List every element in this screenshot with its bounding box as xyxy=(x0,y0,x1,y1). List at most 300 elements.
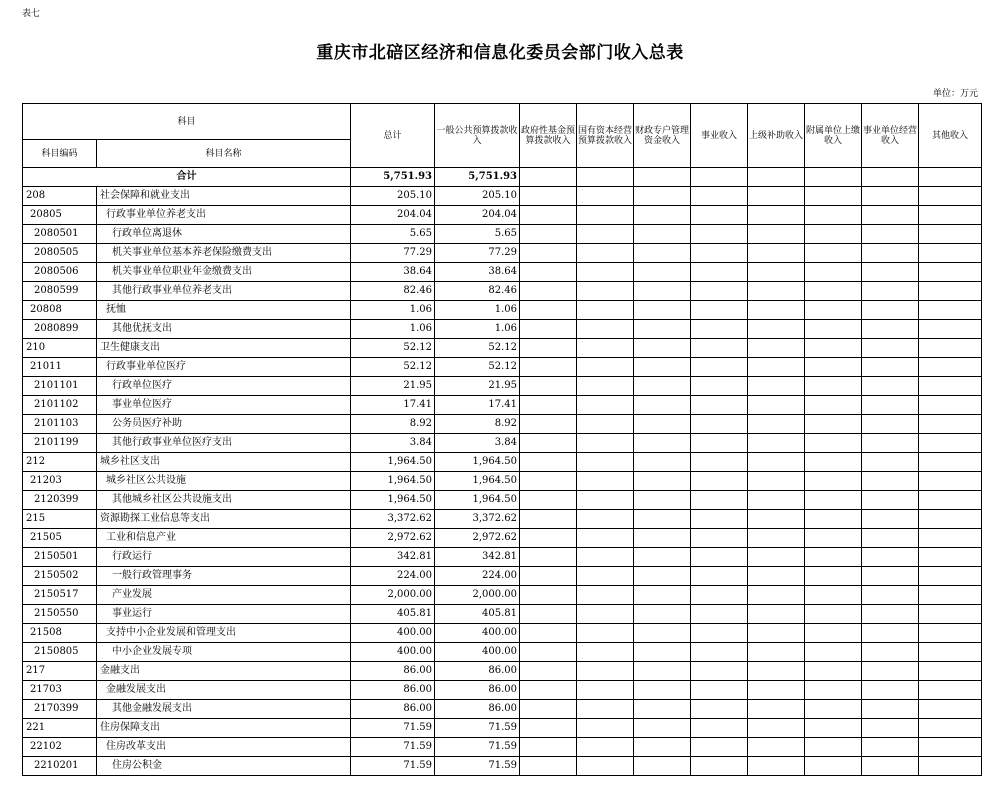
empty-cell xyxy=(577,225,634,244)
subject-code: 21703 xyxy=(23,681,97,700)
empty-cell xyxy=(919,681,982,700)
empty-cell xyxy=(577,757,634,776)
subject-name: 城乡社区支出 xyxy=(97,453,351,472)
empty-cell xyxy=(577,491,634,510)
empty-cell xyxy=(577,529,634,548)
empty-cell xyxy=(919,624,982,643)
table-row xyxy=(23,681,982,700)
empty-cell xyxy=(520,529,577,548)
subject-name: 中小企业发展专项 xyxy=(97,643,351,662)
general-budget-value: 17.41 xyxy=(435,396,520,415)
total-value: 1,964.50 xyxy=(351,491,435,510)
subject-code: 20805 xyxy=(23,206,97,225)
general-budget-value: 2,972.62 xyxy=(435,529,520,548)
empty-cell xyxy=(520,662,577,681)
empty-cell xyxy=(919,301,982,320)
empty-cell xyxy=(634,453,691,472)
empty-cell xyxy=(634,187,691,206)
empty-cell xyxy=(805,643,862,662)
empty-cell xyxy=(919,358,982,377)
empty-cell xyxy=(691,643,748,662)
empty-cell xyxy=(748,662,805,681)
empty-cell xyxy=(634,244,691,263)
empty-cell xyxy=(520,263,577,282)
subject-code: 2150550 xyxy=(23,605,97,624)
empty-cell xyxy=(634,206,691,225)
table-row xyxy=(23,320,982,339)
empty-cell xyxy=(805,567,862,586)
subject-name: 金融支出 xyxy=(97,662,351,681)
total-value: 1,964.50 xyxy=(351,472,435,491)
general-budget-value: 86.00 xyxy=(435,700,520,719)
empty-cell xyxy=(919,453,982,472)
empty-cell xyxy=(919,510,982,529)
subject-name: 住房公积金 xyxy=(97,757,351,776)
empty-cell xyxy=(805,206,862,225)
general-budget-value: 1,964.50 xyxy=(435,491,520,510)
total-value: 82.46 xyxy=(351,282,435,301)
header-business-income: 事业收入 xyxy=(691,104,748,168)
table-row xyxy=(23,434,982,453)
empty-cell xyxy=(691,263,748,282)
empty-cell xyxy=(691,738,748,757)
general-budget-value: 224.00 xyxy=(435,567,520,586)
empty-cell xyxy=(748,187,805,206)
subject-code: 2150501 xyxy=(23,548,97,567)
empty-cell xyxy=(862,567,919,586)
empty-cell xyxy=(691,548,748,567)
subject-code: 2101199 xyxy=(23,434,97,453)
empty-cell xyxy=(805,662,862,681)
empty-cell xyxy=(691,301,748,320)
empty-cell xyxy=(748,263,805,282)
subject-name: 公务员医疗补助 xyxy=(97,415,351,434)
table-row xyxy=(23,510,982,529)
subject-code: 2120399 xyxy=(23,491,97,510)
table-row xyxy=(23,263,982,282)
empty-cell xyxy=(634,662,691,681)
empty-cell xyxy=(520,168,577,187)
empty-cell xyxy=(634,377,691,396)
total-value: 52.12 xyxy=(351,339,435,358)
empty-cell xyxy=(691,339,748,358)
empty-cell xyxy=(691,567,748,586)
table-row xyxy=(23,301,982,320)
subject-code: 2080899 xyxy=(23,320,97,339)
total-value: 1,964.50 xyxy=(351,453,435,472)
empty-cell xyxy=(748,225,805,244)
empty-cell xyxy=(862,282,919,301)
empty-cell xyxy=(634,339,691,358)
empty-cell xyxy=(634,510,691,529)
subject-name: 行政事业单位医疗 xyxy=(97,358,351,377)
empty-cell xyxy=(862,719,919,738)
subject-code: 2080505 xyxy=(23,244,97,263)
header-subject-name: 科目名称 xyxy=(97,140,351,168)
subject-code: 21011 xyxy=(23,358,97,377)
empty-cell xyxy=(862,700,919,719)
general-budget-value: 1.06 xyxy=(435,320,520,339)
total-value: 71.59 xyxy=(351,738,435,757)
empty-cell xyxy=(919,472,982,491)
subject-name: 其他金融发展支出 xyxy=(97,700,351,719)
empty-cell xyxy=(748,510,805,529)
empty-cell xyxy=(805,396,862,415)
empty-cell xyxy=(577,187,634,206)
total-value: 1.06 xyxy=(351,320,435,339)
empty-cell xyxy=(634,263,691,282)
subject-name: 一般行政管理事务 xyxy=(97,567,351,586)
table-row xyxy=(23,567,982,586)
empty-cell xyxy=(748,320,805,339)
general-budget-value: 405.81 xyxy=(435,605,520,624)
subject-name: 行政运行 xyxy=(97,548,351,567)
subject-name: 支持中小企业发展和管理支出 xyxy=(97,624,351,643)
empty-cell xyxy=(520,206,577,225)
subject-code: 208 xyxy=(23,187,97,206)
total-value: 3.84 xyxy=(351,434,435,453)
empty-cell xyxy=(634,605,691,624)
table-row xyxy=(23,187,982,206)
empty-cell xyxy=(634,491,691,510)
subject-name: 城乡社区公共设施 xyxy=(97,472,351,491)
subject-name: 抚恤 xyxy=(97,301,351,320)
empty-cell xyxy=(577,282,634,301)
table-row xyxy=(23,700,982,719)
empty-cell xyxy=(748,472,805,491)
table-row xyxy=(23,719,982,738)
general-budget-value: 38.64 xyxy=(435,263,520,282)
empty-cell xyxy=(748,168,805,187)
empty-cell xyxy=(748,757,805,776)
subject-code: 21508 xyxy=(23,624,97,643)
empty-cell xyxy=(634,225,691,244)
empty-cell xyxy=(805,415,862,434)
table-row xyxy=(23,491,982,510)
general-budget-value: 205.10 xyxy=(435,187,520,206)
empty-cell xyxy=(634,529,691,548)
empty-cell xyxy=(805,757,862,776)
page-title: 重庆市北碚区经济和信息化委员会部门收入总表 xyxy=(316,43,684,63)
empty-cell xyxy=(862,491,919,510)
subject-name: 产业发展 xyxy=(97,586,351,605)
subject-code: 221 xyxy=(23,719,97,738)
income-table xyxy=(22,103,982,776)
general-budget-value: 342.81 xyxy=(435,548,520,567)
empty-cell xyxy=(862,738,919,757)
empty-cell xyxy=(520,681,577,700)
empty-cell xyxy=(520,301,577,320)
total-value: 86.00 xyxy=(351,700,435,719)
empty-cell xyxy=(862,339,919,358)
empty-cell xyxy=(862,168,919,187)
general-budget-value: 71.59 xyxy=(435,719,520,738)
total-value: 8.92 xyxy=(351,415,435,434)
table-row xyxy=(23,662,982,681)
empty-cell xyxy=(577,605,634,624)
subject-name: 其他城乡社区公共设施支出 xyxy=(97,491,351,510)
table-row xyxy=(23,377,982,396)
empty-cell xyxy=(691,681,748,700)
subject-name: 机关事业单位基本养老保险缴费支出 xyxy=(97,244,351,263)
empty-cell xyxy=(805,700,862,719)
subject-code: 215 xyxy=(23,510,97,529)
empty-cell xyxy=(634,548,691,567)
empty-cell xyxy=(520,757,577,776)
empty-cell xyxy=(862,624,919,643)
subject-name: 其他优抚支出 xyxy=(97,320,351,339)
subject-code: 2150805 xyxy=(23,643,97,662)
empty-cell xyxy=(634,282,691,301)
empty-cell xyxy=(691,529,748,548)
general-budget-value: 400.00 xyxy=(435,643,520,662)
total-value: 405.81 xyxy=(351,605,435,624)
empty-cell xyxy=(577,434,634,453)
empty-cell xyxy=(577,263,634,282)
empty-cell xyxy=(748,491,805,510)
empty-cell xyxy=(748,415,805,434)
empty-cell xyxy=(691,510,748,529)
empty-cell xyxy=(577,320,634,339)
empty-cell xyxy=(748,624,805,643)
empty-cell xyxy=(691,624,748,643)
empty-cell xyxy=(748,282,805,301)
empty-cell xyxy=(748,377,805,396)
subject-name: 金融发展支出 xyxy=(97,681,351,700)
empty-cell xyxy=(919,738,982,757)
subject-name: 工业和信息产业 xyxy=(97,529,351,548)
table-row xyxy=(23,643,982,662)
empty-cell xyxy=(919,586,982,605)
total-value: 400.00 xyxy=(351,643,435,662)
empty-cell xyxy=(577,396,634,415)
empty-cell xyxy=(805,548,862,567)
total-value: 204.04 xyxy=(351,206,435,225)
empty-cell xyxy=(634,358,691,377)
empty-cell xyxy=(520,510,577,529)
empty-cell xyxy=(805,320,862,339)
header-general-budget: 一般公共预算拨款收入 xyxy=(435,104,520,168)
empty-cell xyxy=(748,453,805,472)
empty-cell xyxy=(919,548,982,567)
empty-cell xyxy=(691,605,748,624)
empty-cell xyxy=(748,301,805,320)
empty-cell xyxy=(577,168,634,187)
header-other-income: 其他收入 xyxy=(919,104,982,168)
empty-cell xyxy=(862,586,919,605)
total-value: 71.59 xyxy=(351,719,435,738)
total-value: 52.12 xyxy=(351,358,435,377)
empty-cell xyxy=(691,415,748,434)
empty-cell xyxy=(748,396,805,415)
total-value: 205.10 xyxy=(351,187,435,206)
empty-cell xyxy=(862,662,919,681)
empty-cell xyxy=(919,206,982,225)
empty-cell xyxy=(919,396,982,415)
empty-cell xyxy=(691,320,748,339)
subject-code: 2150502 xyxy=(23,567,97,586)
empty-cell xyxy=(520,339,577,358)
general-budget-value: 52.12 xyxy=(435,339,520,358)
general-budget-value: 77.29 xyxy=(435,244,520,263)
empty-cell xyxy=(520,719,577,738)
empty-cell xyxy=(520,187,577,206)
summary-general: 5,751.93 xyxy=(435,168,520,187)
empty-cell xyxy=(748,567,805,586)
empty-cell xyxy=(691,225,748,244)
empty-cell xyxy=(691,396,748,415)
empty-cell xyxy=(577,719,634,738)
subject-code: 2101102 xyxy=(23,396,97,415)
empty-cell xyxy=(577,586,634,605)
empty-cell xyxy=(634,396,691,415)
empty-cell xyxy=(805,681,862,700)
empty-cell xyxy=(520,624,577,643)
empty-cell xyxy=(805,738,862,757)
table-row xyxy=(23,206,982,225)
empty-cell xyxy=(634,168,691,187)
empty-cell xyxy=(691,472,748,491)
empty-cell xyxy=(748,206,805,225)
subject-code: 2210201 xyxy=(23,757,97,776)
empty-cell xyxy=(691,244,748,263)
table-row xyxy=(23,605,982,624)
empty-cell xyxy=(634,586,691,605)
empty-cell xyxy=(805,529,862,548)
general-budget-value: 52.12 xyxy=(435,358,520,377)
empty-cell xyxy=(748,700,805,719)
empty-cell xyxy=(577,377,634,396)
table-row xyxy=(23,358,982,377)
empty-cell xyxy=(577,510,634,529)
table-row xyxy=(23,415,982,434)
empty-cell xyxy=(691,168,748,187)
empty-cell xyxy=(748,643,805,662)
total-value: 38.64 xyxy=(351,263,435,282)
empty-cell xyxy=(862,757,919,776)
subject-name: 机关事业单位职业年金缴费支出 xyxy=(97,263,351,282)
empty-cell xyxy=(919,700,982,719)
empty-cell xyxy=(862,187,919,206)
empty-cell xyxy=(862,434,919,453)
empty-cell xyxy=(634,757,691,776)
empty-cell xyxy=(520,320,577,339)
general-budget-value: 71.59 xyxy=(435,757,520,776)
empty-cell xyxy=(862,263,919,282)
empty-cell xyxy=(577,643,634,662)
subject-code: 2101101 xyxy=(23,377,97,396)
empty-cell xyxy=(577,301,634,320)
general-budget-value: 82.46 xyxy=(435,282,520,301)
empty-cell xyxy=(634,472,691,491)
total-value: 342.81 xyxy=(351,548,435,567)
empty-cell xyxy=(805,453,862,472)
empty-cell xyxy=(805,358,862,377)
subject-code: 2080501 xyxy=(23,225,97,244)
empty-cell xyxy=(691,757,748,776)
total-value: 3,372.62 xyxy=(351,510,435,529)
general-budget-value: 21.95 xyxy=(435,377,520,396)
empty-cell xyxy=(862,377,919,396)
empty-cell xyxy=(577,358,634,377)
empty-cell xyxy=(805,605,862,624)
total-value: 86.00 xyxy=(351,662,435,681)
empty-cell xyxy=(577,738,634,757)
empty-cell xyxy=(520,472,577,491)
general-budget-value: 3.84 xyxy=(435,434,520,453)
empty-cell xyxy=(805,510,862,529)
general-budget-value: 8.92 xyxy=(435,415,520,434)
total-value: 224.00 xyxy=(351,567,435,586)
general-budget-value: 86.00 xyxy=(435,681,520,700)
total-value: 71.59 xyxy=(351,757,435,776)
unit-label: 单位：万元 xyxy=(932,89,978,99)
subject-name: 事业运行 xyxy=(97,605,351,624)
empty-cell xyxy=(691,358,748,377)
empty-cell xyxy=(919,415,982,434)
table-row xyxy=(23,472,982,491)
empty-cell xyxy=(805,339,862,358)
empty-cell xyxy=(862,358,919,377)
table-row xyxy=(23,529,982,548)
summary-label: 合计 xyxy=(23,168,351,187)
empty-cell xyxy=(805,586,862,605)
empty-cell xyxy=(691,206,748,225)
empty-cell xyxy=(919,225,982,244)
empty-cell xyxy=(805,301,862,320)
empty-cell xyxy=(919,719,982,738)
general-budget-value: 1.06 xyxy=(435,301,520,320)
empty-cell xyxy=(748,738,805,757)
subject-name: 事业单位医疗 xyxy=(97,396,351,415)
subject-code: 21505 xyxy=(23,529,97,548)
empty-cell xyxy=(919,282,982,301)
subject-code: 22102 xyxy=(23,738,97,757)
empty-cell xyxy=(577,453,634,472)
empty-cell xyxy=(691,719,748,738)
empty-cell xyxy=(520,282,577,301)
empty-cell xyxy=(919,339,982,358)
empty-cell xyxy=(919,605,982,624)
empty-cell xyxy=(634,415,691,434)
empty-cell xyxy=(520,567,577,586)
empty-cell xyxy=(805,282,862,301)
empty-cell xyxy=(691,434,748,453)
empty-cell xyxy=(862,244,919,263)
empty-cell xyxy=(634,700,691,719)
subject-name: 其他行政事业单位养老支出 xyxy=(97,282,351,301)
total-value: 1.06 xyxy=(351,301,435,320)
subject-name: 其他行政事业单位医疗支出 xyxy=(97,434,351,453)
empty-cell xyxy=(862,529,919,548)
table-label: 表七 xyxy=(22,9,41,19)
general-budget-value: 71.59 xyxy=(435,738,520,757)
empty-cell xyxy=(520,453,577,472)
empty-cell xyxy=(577,472,634,491)
empty-cell xyxy=(577,681,634,700)
header-superior-subsidy: 上级补助收入 xyxy=(748,104,805,168)
empty-cell xyxy=(862,415,919,434)
summary-total: 5,751.93 xyxy=(351,168,435,187)
empty-cell xyxy=(805,719,862,738)
empty-cell xyxy=(577,700,634,719)
empty-cell xyxy=(862,548,919,567)
empty-cell xyxy=(748,244,805,263)
empty-cell xyxy=(805,491,862,510)
subject-name: 社会保障和就业支出 xyxy=(97,187,351,206)
empty-cell xyxy=(919,491,982,510)
empty-cell xyxy=(634,624,691,643)
